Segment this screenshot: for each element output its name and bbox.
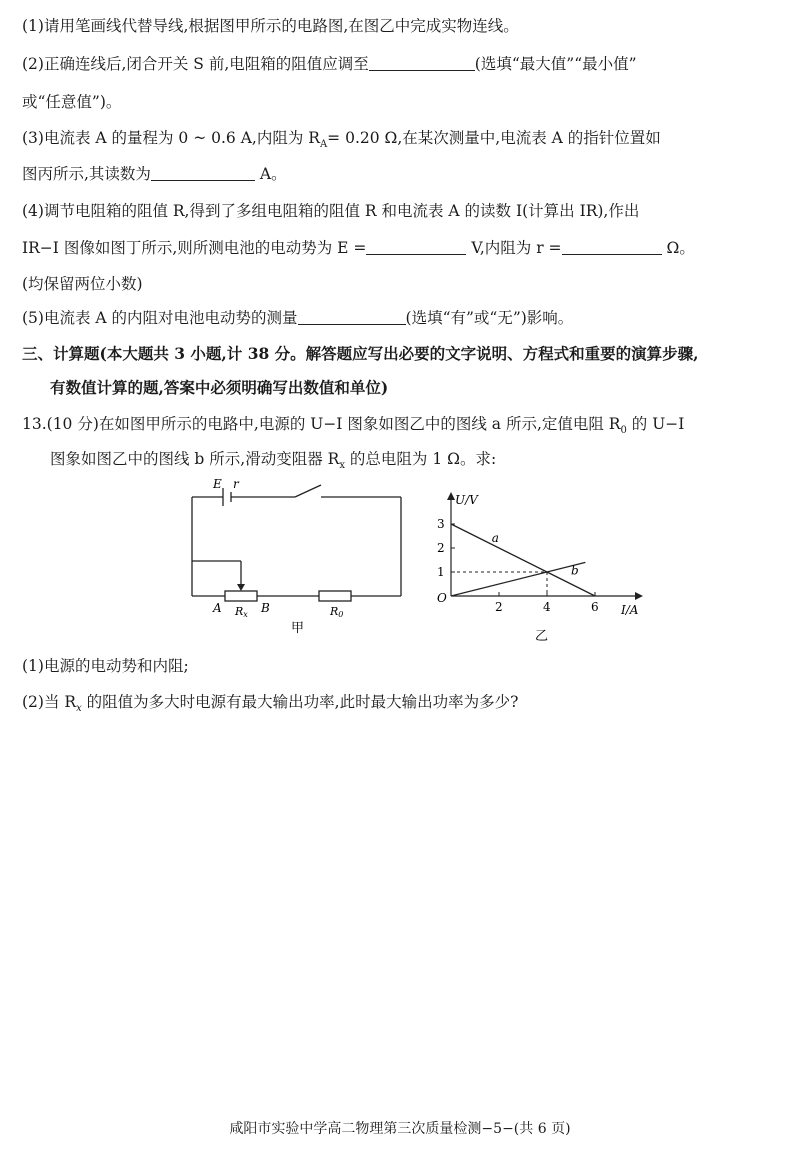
page-footer: 咸阳市实验中学高二物理第三次质量检测−5−(共 6 页) (229, 1121, 571, 1137)
section-heading-cont: 有数值计算的题,答案中必须明确写出数值和单位) (50, 378, 389, 397)
answer-blank (369, 54, 475, 71)
switch-blade (295, 485, 321, 497)
rheostat-rx (225, 591, 257, 601)
question-13-cont: 图象如图乙中的图线 b 所示,滑动变阻器 $R_x$ 的总电阻为 1 Ω。求: (50, 450, 497, 472)
x-axis-arrow (635, 592, 643, 600)
question-part-4: (4)调节电阻箱的阻值 R,得到了多组电阻箱的阻值 R 和电流表 A 的读数 I(计算出 IR),作出 (22, 202, 640, 220)
x-tick-label: 4 (543, 600, 551, 614)
question-part-5: (5)电流表 A 的内阻对电池电动势的测量 (选填“有”或“无”)影响。 (22, 309, 574, 327)
question-part-2-cont: 或“任意值”)。 (22, 93, 122, 111)
y-axis-arrow (447, 492, 455, 500)
section-heading: 三、计算题(本大题共 3 小题,计 38 分。解答题应写出必要的文字说明、方程式和重要的演算步骤, (22, 344, 699, 363)
y-tick-label: 1 (437, 565, 445, 579)
x-tick-label: 2 (495, 600, 503, 614)
label-e: E (213, 477, 222, 491)
sub-question-1: (1)电源的电动势和内阻; (22, 657, 189, 675)
origin-label: O (437, 591, 447, 605)
y-axis-label: U/V (455, 493, 478, 507)
label-r0: R0 (330, 605, 344, 619)
question-13: 13.(10 分)在如图甲所示的电路中,电源的 U−I 图象如图乙中的图线 a 所示,定值电阻 $R_0$ 的 U−I (22, 415, 685, 437)
question-part-3: (3)电流表 A 的量程为 0 ~ 0.6 A,内阻为 $R_A= 0.20$ Ω,在某次测量中,电流表 A 的指针位置如 (22, 129, 661, 151)
slider-arrow (237, 584, 245, 591)
series-line-b (451, 562, 585, 596)
caption-jia: 甲 (291, 621, 305, 636)
label-a: A (213, 601, 222, 615)
circuit-diagram (175, 475, 420, 640)
series-label-a: a (491, 531, 499, 545)
caption-yi: 乙 (535, 629, 549, 644)
y-tick-label: 3 (437, 517, 445, 531)
sub-question-2: (2)当 $R_x$ 的阻值为多大时电源有最大输出功率,此时最大输出功率为多少? (22, 693, 519, 715)
answer-blank (366, 238, 466, 255)
label-rx: Rx (235, 605, 248, 619)
question-part-3-cont: 图丙所示,其读数为 A。 (22, 165, 287, 183)
label-r: r (233, 477, 239, 491)
label-b: B (261, 601, 270, 615)
x-axis-label: I/A (621, 603, 639, 617)
question-part-4-note: (均保留两位小数) (22, 275, 143, 293)
y-tick-label: 2 (437, 541, 445, 555)
answer-blank (562, 238, 662, 255)
ui-graph (425, 490, 650, 650)
series-label-b: b (571, 563, 579, 578)
question-part-4-cont: IR−I 图像如图丁所示,则所测电池的电动势为 E = V,内阻为 r = Ω。 (22, 239, 695, 257)
question-part-1: (1)请用笔画线代替导线,根据图甲所示的电路图,在图乙中完成实物连线。 (22, 17, 519, 35)
resistor-r0 (319, 591, 351, 601)
question-part-2: (2)正确连线后,闭合开关 S 前,电阻箱的阻值应调至 (选填“最大值”“最小值” (22, 55, 637, 73)
series-line-a (451, 524, 595, 596)
answer-blank (298, 308, 406, 325)
x-tick-label: 6 (591, 600, 599, 614)
answer-blank (151, 164, 255, 181)
